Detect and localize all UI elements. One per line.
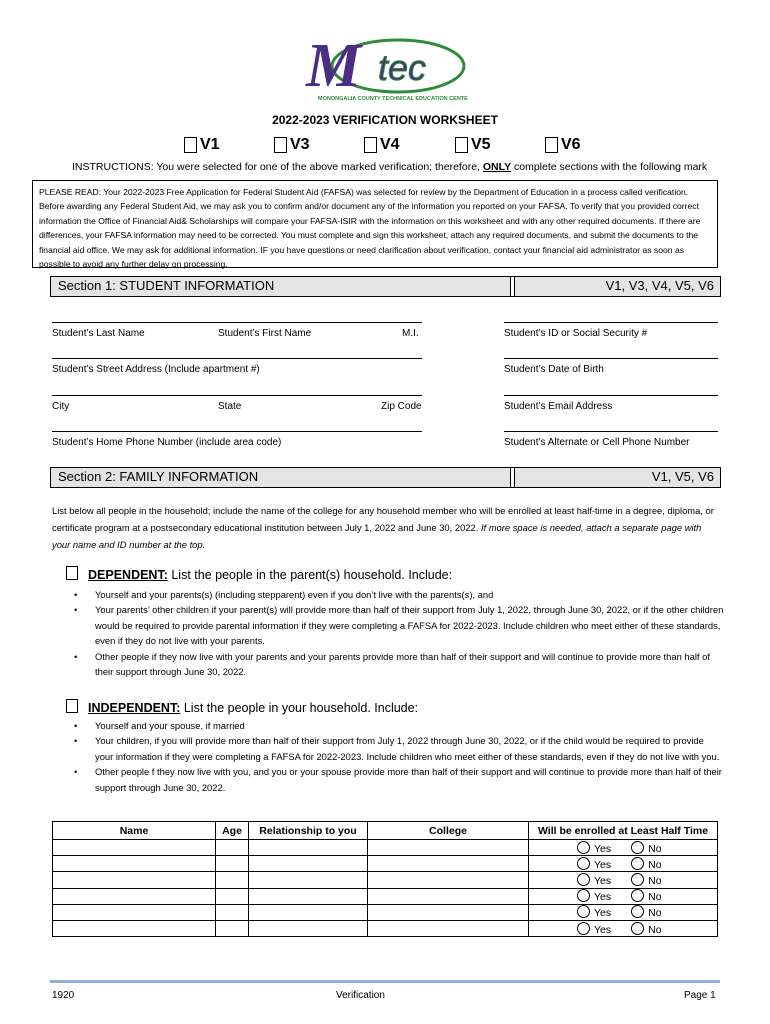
home-phone-line[interactable]	[52, 431, 422, 432]
list-item: • Other people if they now live with your parents and your parents provide more than half of their support and will continue to provide more than half of their support through June 30, 2022.	[52, 649, 724, 680]
footer-right: Page 1	[684, 990, 716, 1001]
svg-text:MONONGALIA COUNTY TECHNICAL ED: MONONGALIA COUNTY TECHNICAL EDUCATION CENTER	[318, 96, 468, 102]
footer-left: 1920	[52, 990, 75, 1001]
no-label: No	[648, 923, 662, 936]
alt-phone-line[interactable]	[504, 431, 718, 432]
yes-label: Yes	[594, 842, 612, 855]
dependent-checkbox[interactable]	[66, 566, 78, 580]
relationship-cell[interactable]	[249, 856, 368, 872]
version-checkboxes	[0, 136, 770, 158]
no-label: No	[648, 874, 662, 887]
relationship-cell[interactable]	[249, 904, 368, 920]
age-cell[interactable]	[216, 888, 249, 904]
no-label: No	[648, 907, 662, 920]
no-radio[interactable]	[631, 922, 644, 935]
yes-radio[interactable]	[577, 841, 590, 854]
no-label: No	[648, 858, 662, 871]
yes-label: Yes	[594, 923, 612, 936]
list-item: • Other people f they now live with you, and you or your spouse provide more than half of their support and will continue to provide more than half of their support through June 30, 2022.	[52, 764, 724, 795]
no-radio[interactable]	[631, 873, 644, 886]
table-row	[53, 888, 718, 904]
label-student-id: Student’s ID or Social Security #	[504, 328, 648, 339]
col-relationship: Relationship to you	[249, 822, 368, 840]
name-cell[interactable]	[53, 904, 216, 920]
yes-label: Yes	[594, 874, 612, 887]
label-address: Student’s Street Address (Include apartment #)	[52, 364, 260, 375]
independent-list	[52, 718, 724, 795]
svg-text:M: M	[306, 32, 362, 100]
enrolled-cell	[529, 888, 718, 904]
name-cell[interactable]	[53, 888, 216, 904]
label-home-phone: Student’s Home Phone Number (include area code)	[52, 437, 282, 448]
checkbox-icon[interactable]	[455, 137, 468, 153]
label-last-name: Student’s Last Name	[52, 328, 145, 339]
instructions: INSTRUCTIONS: You were selected for one of the above marked verification; therefore, ONLY complete sections with the following mark	[72, 161, 708, 173]
yes-radio[interactable]	[577, 873, 590, 886]
label-alt-phone: Student’s Alternate or Cell Phone Number	[504, 437, 690, 448]
table-row	[53, 840, 718, 856]
col-name: Name	[53, 822, 216, 840]
label-first-name: Student’s First Name	[218, 328, 312, 339]
yes-radio[interactable]	[577, 905, 590, 918]
relationship-cell[interactable]	[249, 840, 368, 856]
label-email: Student’s Email Address	[504, 401, 613, 412]
city-line[interactable]	[52, 395, 422, 396]
id-line[interactable]	[504, 322, 718, 323]
enrolled-cell	[529, 904, 718, 920]
version-v3[interactable]: V3	[274, 136, 310, 154]
checkbox-icon[interactable]	[364, 137, 377, 153]
col-enrolled: Will be enrolled at Least Half Time	[529, 822, 718, 840]
relationship-cell[interactable]	[249, 872, 368, 888]
name-cell[interactable]	[53, 840, 216, 856]
version-v4[interactable]: V4	[364, 136, 400, 154]
college-cell[interactable]	[368, 840, 529, 856]
household-table	[52, 821, 718, 937]
dependent-list	[52, 587, 724, 679]
independent-checkbox[interactable]	[66, 699, 78, 713]
name-cell[interactable]	[53, 872, 216, 888]
age-cell[interactable]	[216, 872, 249, 888]
no-radio[interactable]	[631, 889, 644, 902]
college-cell[interactable]	[368, 920, 529, 936]
enrolled-cell	[529, 856, 718, 872]
svg-text:tec: tec	[378, 47, 427, 88]
yes-label: Yes	[594, 858, 612, 871]
no-radio[interactable]	[631, 841, 644, 854]
section1-versions: V1, V3, V4, V5, V6	[605, 278, 714, 293]
label-zip: Zip Code	[381, 401, 422, 412]
worksheet-title: 2022-2023 VERIFICATION WORKSHEET	[272, 113, 498, 127]
college-cell[interactable]	[368, 856, 529, 872]
col-college: College	[368, 822, 529, 840]
list-item: • Your children, if you will provide more than half of their support from July 1, 2022 through June 30, 2022, or if the child would be required to provide your information if they were completing a FAFSA for 2022-2023. Include children who meet either of these standards, even if they do not live with you.	[52, 733, 724, 764]
table-row	[53, 904, 718, 920]
age-cell[interactable]	[216, 856, 249, 872]
label-dob: Student’s Date of Birth	[504, 364, 604, 375]
section2-intro: List below all people in the household; include the name of the college for any household member who will be enrolled at least half-time in a degree, diploma, or certificate program at a postsecondary educational institution between July 1, 2022 and June 30, 2022. If more space is needed, attach a separate page with your name and ID number at the top.	[52, 505, 714, 550]
name-cell[interactable]	[53, 920, 216, 936]
enrolled-cell	[529, 872, 718, 888]
section2-versions: V1, V5, V6	[651, 469, 714, 484]
email-line[interactable]	[504, 395, 718, 396]
section1-header	[50, 276, 721, 297]
enrolled-cell	[529, 920, 718, 936]
table-row	[53, 872, 718, 888]
table-row	[53, 856, 718, 872]
checkbox-icon[interactable]	[184, 137, 197, 153]
version-v5[interactable]: V5	[455, 136, 491, 154]
age-cell[interactable]	[216, 840, 249, 856]
yes-label: Yes	[594, 907, 612, 920]
no-radio[interactable]	[631, 905, 644, 918]
college-cell[interactable]	[368, 888, 529, 904]
no-radio[interactable]	[631, 857, 644, 870]
no-label: No	[648, 891, 662, 904]
relationship-cell[interactable]	[249, 920, 368, 936]
table-row	[53, 920, 718, 936]
enrolled-cell	[529, 840, 718, 856]
label-state: State	[218, 401, 242, 412]
independent-heading: INDEPENDENT: List the people in your household. Include:	[66, 699, 418, 715]
yes-label: Yes	[594, 891, 612, 904]
footer-rule	[50, 980, 720, 983]
name-line[interactable]	[52, 322, 422, 323]
col-age: Age	[216, 822, 249, 840]
list-item: • Yourself and your parents(s) (including stepparent) even if you don’t live with the parents(s), and	[52, 587, 724, 602]
label-mi: M.I.	[402, 328, 419, 339]
checkbox-icon[interactable]	[274, 137, 287, 153]
section2-header	[50, 467, 721, 488]
label-city: City	[52, 401, 70, 412]
no-label: No	[648, 842, 662, 855]
version-v1[interactable]: V1	[184, 136, 220, 154]
college-cell[interactable]	[368, 904, 529, 920]
version-v6[interactable]: V6	[545, 136, 581, 154]
yes-radio[interactable]	[577, 922, 590, 935]
address-line[interactable]	[52, 358, 422, 359]
dob-line[interactable]	[504, 358, 718, 359]
mtec-logo	[298, 22, 468, 106]
section1-title: Section 1: STUDENT INFORMATION	[58, 278, 275, 293]
checkbox-icon[interactable]	[545, 137, 558, 153]
yes-radio[interactable]	[577, 857, 590, 870]
please-read-box: PLEASE READ: Your 2022-2023 Free Application for Federal Student Aid (FAFSA) was selected for review by the Department of Education in a process called verification. Before awarding any Federal Student Aid, we may ask you to confirm and/or document any of the information you reported on your FAFSA. To verify that you provided correct information the Office of Financial Aid& Scholarships will compare your FAFSA-ISIR with the information on this worksheet and with any other required documents. If there are differences, your FAFSA information may need to be corrected. You must complete and sign this worksheet, attach any required documents, and submit the documents to the financial aid office. We may ask for additional information. IF you have questions or need clarification about verification, contact your financial aid administrator as soon as possible to avoid any further delay on processing.	[32, 180, 718, 268]
name-cell[interactable]	[53, 856, 216, 872]
list-item: • Yourself and your spouse, if married	[52, 718, 724, 733]
college-cell[interactable]	[368, 872, 529, 888]
age-cell[interactable]	[216, 920, 249, 936]
list-item: • Your parents’ other children if your parent(s) will provide more than half of their support from July 1, 2022, through June 30, 2022, or if the other children would be required to provide parental information if they were completing a FAFSA for 2022-2023. Include children who meet either of these standards, even if they do not live with your parents.	[52, 602, 724, 648]
relationship-cell[interactable]	[249, 888, 368, 904]
dependent-heading: DEPENDENT: List the people in the parent(s) household. Include:	[66, 566, 452, 582]
age-cell[interactable]	[216, 904, 249, 920]
footer-center: Verification	[336, 990, 385, 1001]
section2-title: Section 2: FAMILY INFORMATION	[58, 469, 259, 484]
yes-radio[interactable]	[577, 889, 590, 902]
